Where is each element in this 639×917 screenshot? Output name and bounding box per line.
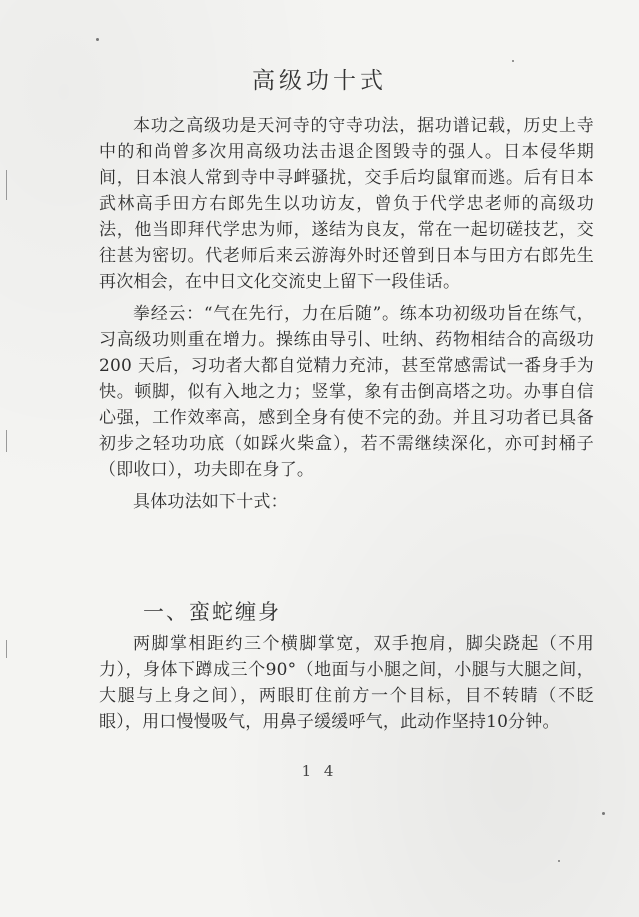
page-title: 高级功十式 (252, 68, 387, 94)
section-heading: 一、蛮蛇缠身 (143, 600, 281, 624)
paragraph: 具体功法如下十式： (133, 492, 288, 512)
paragraph: 拳经云：“气在先行，力在后随”。练本功初级功旨在练气，习高级功则重在增力。操练由导引、吐纳、药物相结合的高级功 200 天后，习功者大都自觉精力充沛，甚至常感需试一番身手为快。顿脚，似有入地之力；竖掌，象有击倒高塔之功。办事自信心强，工作效率高，感到全身有使不完的劲。并且习功者已具备初步之轻功功底（如踩火柴盒），若不需继续深化，亦可封桶子（即收口），功夫即在身了。 (99, 304, 594, 480)
page-number: 1 4 (301, 762, 338, 780)
binding-mark (6, 170, 7, 200)
scan-speck (558, 860, 560, 862)
body-text (99, 113, 594, 521)
scan-speck (602, 812, 605, 815)
paragraph: 本功之高级功是天河寺的守寺功法，据功谱记载，历史上寺中的和尚曾多次用高级功法击退企图毁寺的强人。日本侵华期间，日本浪人常到寺中寻衅骚扰，交手后均鼠窜而逃。后有日本武林高手田方右郎先生以功访友，曾负于代学忠老师的高级功法，他当即拜代学忠为师，遂结为良友，常在一起切磋技艺，交往甚为密切。代老师后来云游海外时还曾到日本与田方右郎先生再次相会，在中日文化交流史上留下一段佳话。 (99, 116, 594, 292)
binding-mark (6, 430, 7, 452)
scan-speck (96, 38, 99, 41)
binding-mark (6, 640, 7, 658)
paragraph: 两脚掌相距约三个横脚掌宽，双手抱肩，脚尖跷起（不用力），身体下蹲成三个90°（地面与小腿之间，小腿与大腿之间，大腿与上身之间），两眼盯住前方一个目标，目不转睛（不眨眼），用口慢慢吸气，用鼻子缓缓呼气，此动作坚持10分钟。 (99, 634, 594, 732)
section-body (99, 631, 594, 741)
